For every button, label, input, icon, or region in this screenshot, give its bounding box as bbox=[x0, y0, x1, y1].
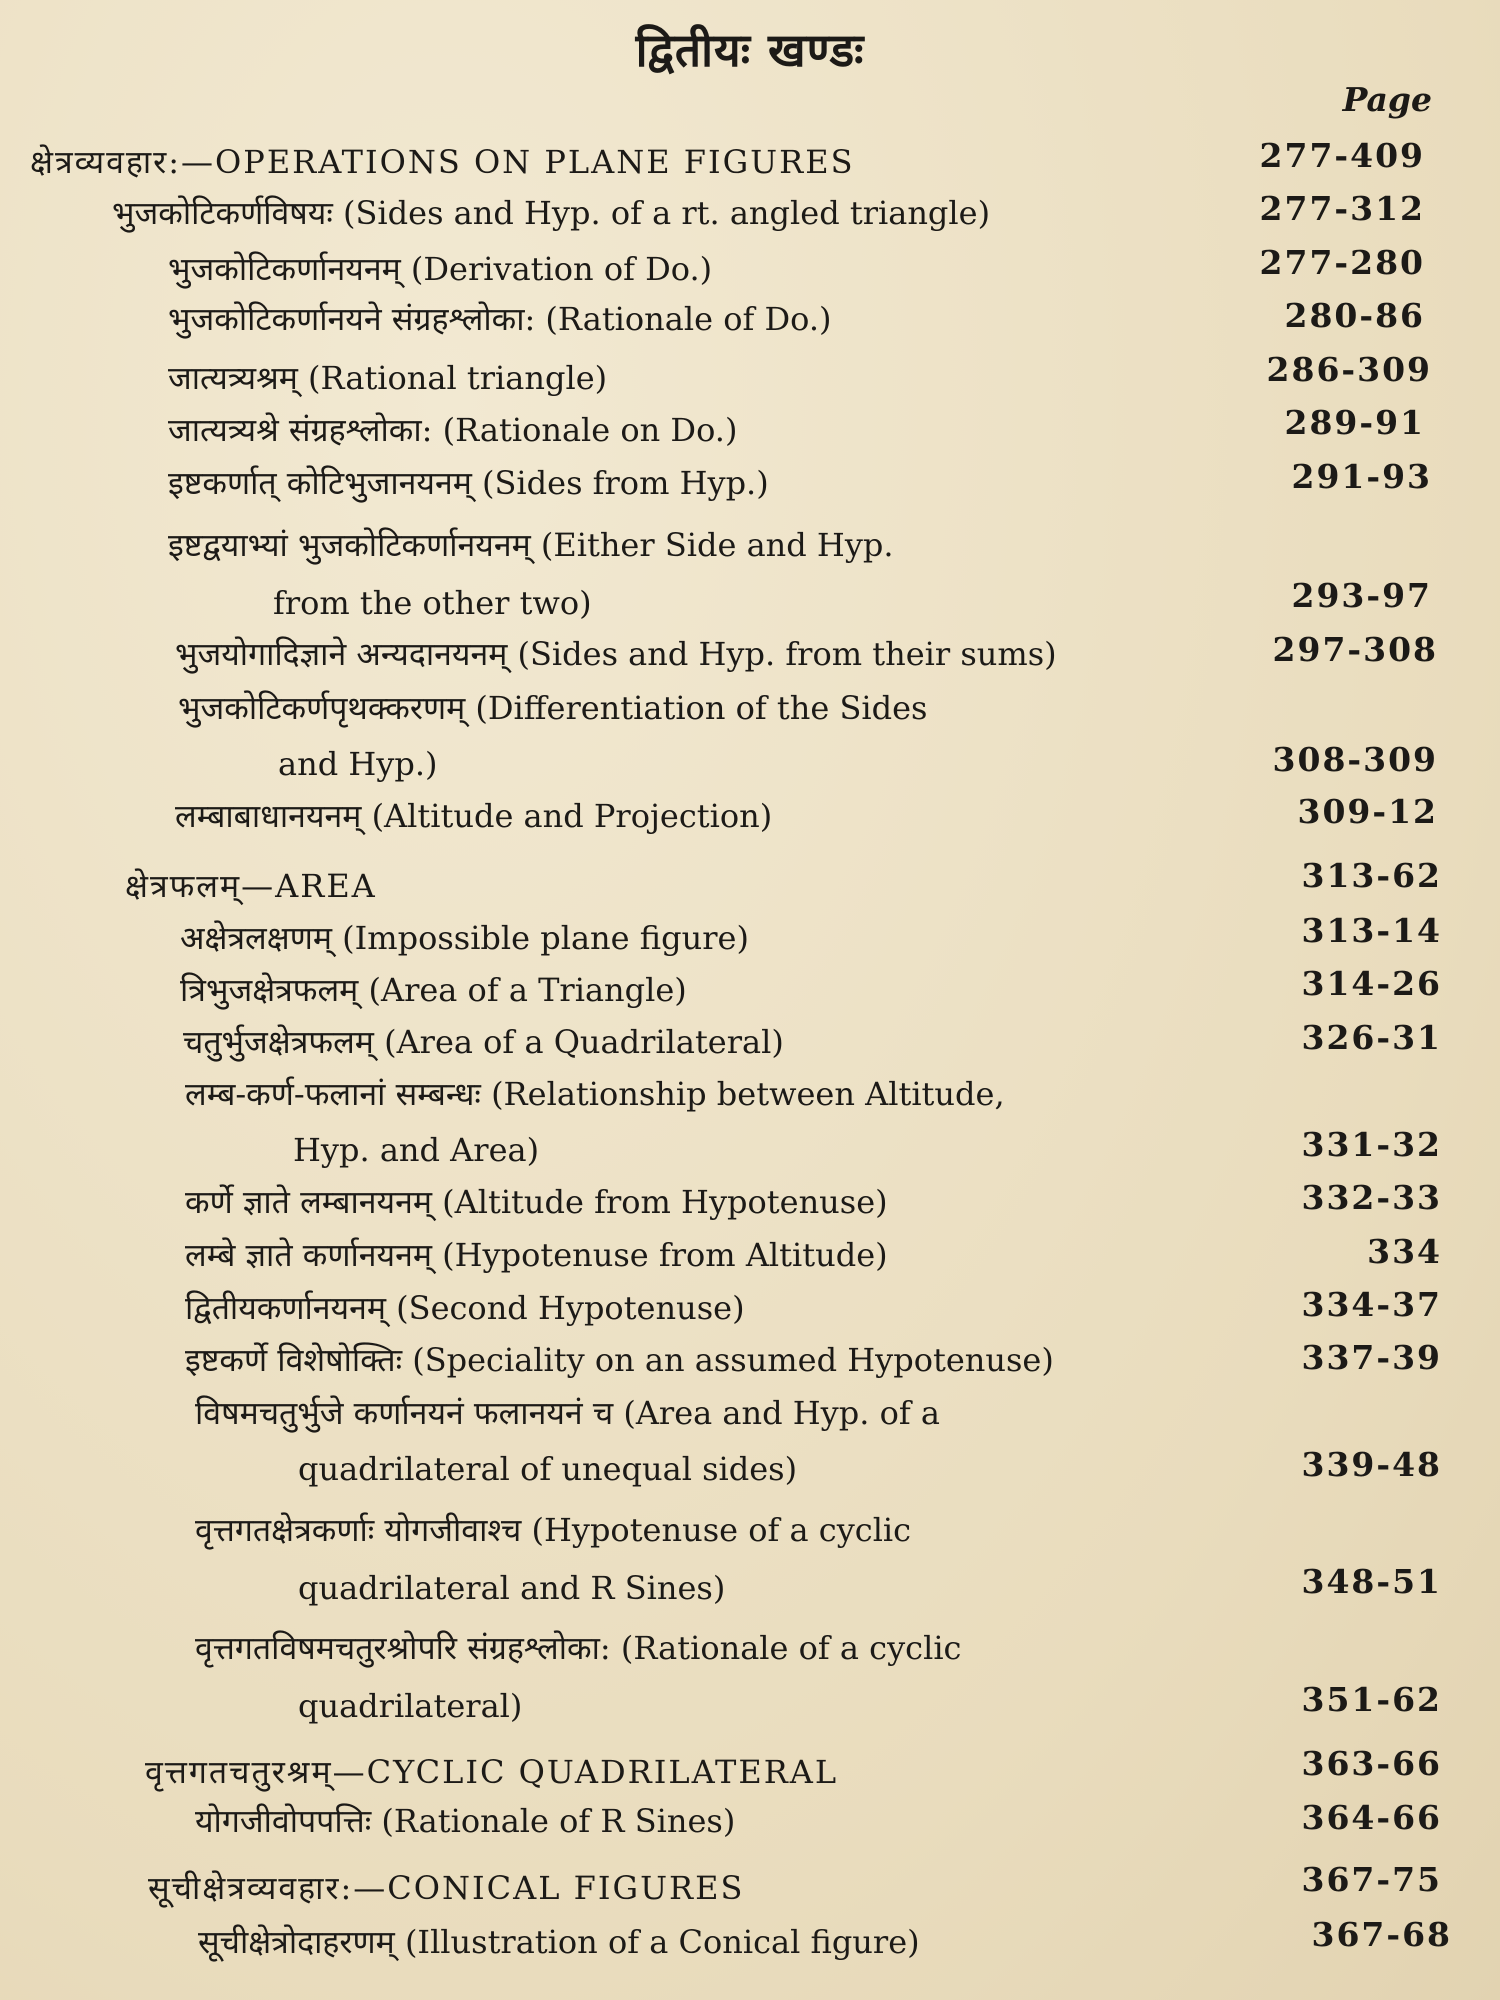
page-number: 280-86 bbox=[1284, 296, 1425, 335]
page-number: 351-62 bbox=[1301, 1680, 1442, 1719]
page-number: 286-309 bbox=[1266, 350, 1432, 389]
page-number: 337-39 bbox=[1301, 1338, 1442, 1377]
toc-entry: भुजयोगादिज्ञाने अन्यदानयनम् (Sides and Hyp. from their sums) bbox=[175, 635, 1057, 673]
page-number: 334 bbox=[1367, 1232, 1442, 1271]
toc-entry: द्वितीयकर्णानयनम् (Second Hypotenuse) bbox=[185, 1289, 745, 1327]
page-number: 332-33 bbox=[1301, 1178, 1442, 1217]
page-number: 308-309 bbox=[1272, 740, 1438, 779]
page-number: 277-409 bbox=[1259, 136, 1425, 175]
toc-entry: वृत्तगतविषमचतुरश्रोपरि संग्रहश्लोका: (Rationale of a cyclic quadrilateral) bbox=[195, 1629, 962, 1725]
toc-entry-plane-figures: क्षेत्रव्यवहार:—OPERATIONS ON PLANE FIGURES bbox=[30, 143, 855, 181]
page-number: 277-280 bbox=[1259, 243, 1425, 282]
page-number: 309-12 bbox=[1297, 792, 1438, 831]
page-number: 297-308 bbox=[1272, 630, 1438, 669]
toc-entry: जात्यत्र्यश्रे संग्रहश्लोका: (Rationale on Do.) bbox=[168, 411, 738, 449]
toc-entry: भुजकोटिकर्णपृथक्करणम् (Differentiation of the Sides and Hyp.) bbox=[178, 689, 928, 783]
toc-entry: अक्षेत्रलक्षणम् (Impossible plane figure) bbox=[180, 919, 749, 957]
toc-entry: इष्टकर्णे विशेषोक्तिः (Speciality on an assumed Hypotenuse) bbox=[185, 1341, 1054, 1379]
page-number: 313-62 bbox=[1301, 856, 1442, 895]
page-number: 313-14 bbox=[1301, 911, 1442, 950]
page-number: 291-93 bbox=[1291, 457, 1432, 496]
toc-entry: त्रिभुजक्षेत्रफलम् (Area of a Triangle) bbox=[180, 971, 687, 1009]
toc-entry: विषमचतुर्भुजे कर्णानयनं फलानयनं च (Area and Hyp. of a quadrilateral of unequal sides) bbox=[195, 1394, 940, 1488]
page-number: 331-32 bbox=[1301, 1125, 1442, 1164]
toc-entry: सूचीक्षेत्रोदाहरणम् (Illustration of a Conical figure) bbox=[198, 1923, 920, 1961]
toc-entry: जात्यत्र्यश्रम् (Rational triangle) bbox=[168, 359, 608, 397]
page-number: 348-51 bbox=[1301, 1562, 1442, 1601]
toc-entry-cyclic-quadrilateral: वृत्तगतचतुरश्रम्—CYCLIC QUADRILATERAL bbox=[145, 1753, 839, 1791]
toc-entry: लम्ब-कर्ण-फलानां सम्बन्धः (Relationship between Altitude, Hyp. and Area) bbox=[185, 1075, 1005, 1169]
page-number: 326-31 bbox=[1301, 1018, 1442, 1057]
toc-entry: योगजीवोपपत्तिः (Rationale of R Sines) bbox=[195, 1802, 736, 1840]
toc-entry: चतुर्भुजक्षेत्रफलम् (Area of a Quadrilateral) bbox=[183, 1023, 784, 1061]
toc-entry-conical-figures: सूचीक्षेत्रव्यवहार:—CONICAL FIGURES bbox=[148, 1869, 745, 1907]
page-number: 289-91 bbox=[1284, 403, 1425, 442]
page-heading: द्वितीयः खण्डः bbox=[635, 23, 865, 77]
page-number: 314-26 bbox=[1301, 964, 1442, 1003]
toc-entry: भुजकोटिकर्णानयनम् (Derivation of Do.) bbox=[168, 250, 713, 288]
page-number: 334-37 bbox=[1301, 1285, 1442, 1324]
toc-entry: भुजकोटिकर्णविषयः (Sides and Hyp. of a rt. angled triangle) bbox=[112, 194, 991, 232]
page-number: 367-68 bbox=[1311, 1915, 1452, 1954]
page-number: 293-97 bbox=[1291, 576, 1432, 615]
page-number: 364-66 bbox=[1301, 1798, 1442, 1837]
toc-entry: वृत्तगतक्षेत्रकर्णाः योगजीवाश्च (Hypotenuse of a cyclic quadrilateral and R Sines) bbox=[195, 1511, 912, 1607]
toc-entry: लम्बे ज्ञाते कर्णानयनम् (Hypotenuse from Altitude) bbox=[185, 1236, 888, 1274]
page-number: 363-66 bbox=[1301, 1744, 1442, 1783]
toc-entry-area: क्षेत्रफलम्—AREA bbox=[125, 867, 377, 905]
page-number: 339-48 bbox=[1301, 1445, 1442, 1484]
toc-entry: लम्बाबाधानयनम् (Altitude and Projection) bbox=[175, 797, 773, 835]
toc-entry: कर्णे ज्ञाते लम्बानयनम् (Altitude from Hypotenuse) bbox=[185, 1183, 888, 1221]
page-column-label: Page bbox=[1342, 80, 1432, 119]
page-number: 367-75 bbox=[1301, 1860, 1442, 1899]
toc-entry: भुजकोटिकर्णानयने संग्रहश्लोका: (Rationale of Do.) bbox=[168, 300, 832, 338]
page-number: 277-312 bbox=[1259, 189, 1425, 228]
toc-entry: इष्टद्वयाभ्यां भुजकोटिकर्णानयनम् (Either Side and Hyp. from the other two) bbox=[168, 526, 894, 622]
toc-entry: इष्टकर्णात् कोटिभुजानयनम् (Sides from Hyp.) bbox=[168, 464, 769, 502]
